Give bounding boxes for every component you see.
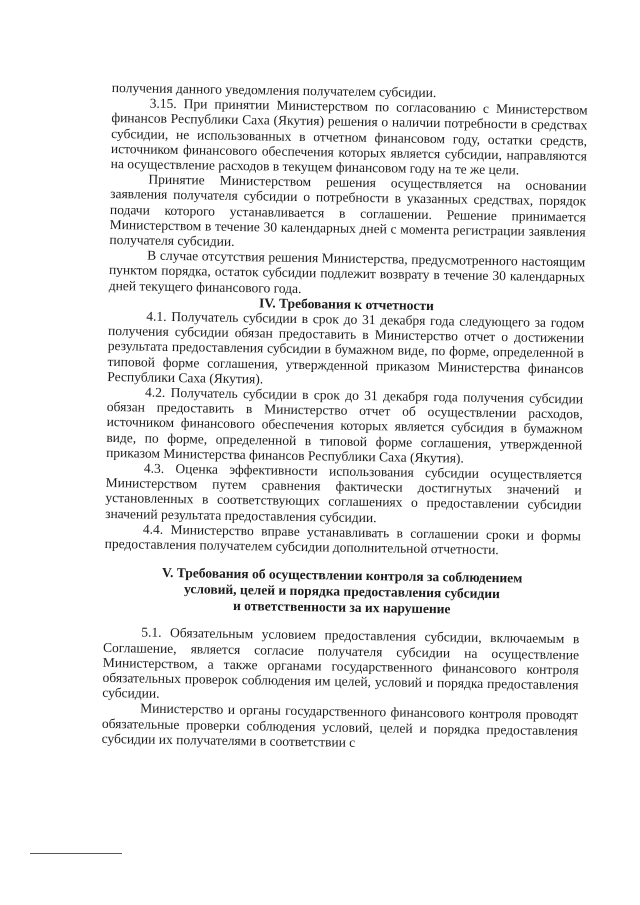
section-5-heading (104, 564, 581, 619)
paragraph-control-checks: Министерство и органы государственного финансового контроля проводят обязательные проверки соблюдения условий, целей и порядка предоставления субсидии их получателями в соответствии с (101, 700, 579, 750)
paragraph-3-15: 3.15. При принятии Министерством по согласованию с Министерством финансов Республики Саха (Якутия) решения о наличии потребности в средствах субсидии, не использованных в отчетном финансовом году, остатки средств, источником финансового обеспечения которых является субсидии, направляются на осуществление расходов в текущем финансовом году на те же цели. (110, 95, 588, 178)
paragraph-4-4: 4.4. Министерство вправе устанавливать в соглашении сроки и формы предоставления получателем субсидии дополнительной отчетности. (104, 521, 582, 558)
document-body (102, 80, 588, 753)
footnote-separator-line (30, 853, 122, 854)
section-5-heading-line-3: и ответственности за их нарушение (232, 598, 451, 617)
section-5-heading-line-1: V. Требования об осуществлении контроля за соблюдением (161, 565, 523, 586)
section-5-heading-line-2: условий, целей и порядка предоставления субсидии (183, 581, 501, 602)
paragraph-4-1: 4.1. Получатель субсидии в срок до 31 декабря года следующего за годом получения субсидии обязан предоставить в Министерство отчет о достижении результата предоставления субсидии в бумажном виде, по форме, определенной в типовой форме соглашения, утвержденной приказом Министерства финансов Республики Саха (Якутия). (107, 308, 585, 387)
paragraph-continuation: получения данного уведомления получателем субсидии. (111, 80, 437, 101)
paragraph-no-decision: В случае отсутствия решения Министерства, предусмотренного настоящим пунктом порядка, остаток субсидии подлежит возврату в течение 30 календарных дней текущего финансового года. (108, 247, 586, 296)
section-4-heading: IV. Требования к отчетности (258, 295, 435, 313)
paragraph-4-3: 4.3. Оценка эффективности использования субсидии осуществляется Министерством путем сравнения фактически достигнутых значений и установленных в соответствующих соглашениях о предоставлении субсидии значений результата предоставления субсидии. (105, 460, 582, 525)
paragraph-4-2: 4.2. Получатель субсидии в срок до 31 декабря года получения субсидии обязан предоставить в Министерство отчет об осуществлении расходов, источником финансового обеспечения которых является субсидия в бумажном виде, по форме, определенной в типовой форме соглашения, утвержденной приказом Министерства финансов Республики Саха (Якутия). (106, 384, 584, 466)
paragraph-5-1: 5.1. Обязательным условием предоставления субсидии, включаемым в Соглашение, является согласие получателя субсидии на осуществление Министерством, а также органами государственного финансового контроля обязательных проверок соблюдения им целей, условий и порядка предоставления субсидии. (102, 624, 580, 701)
paragraph-decision: Принятие Министерством решения осуществляется на основании заявления получателя субсидии о потребности в указанных средствах, порядок подачи которого устанавливается в соглашении. Решение принимается Министерством в течение 30 календарных дней с момента регистрации заявления получателя субсидии. (109, 171, 587, 249)
